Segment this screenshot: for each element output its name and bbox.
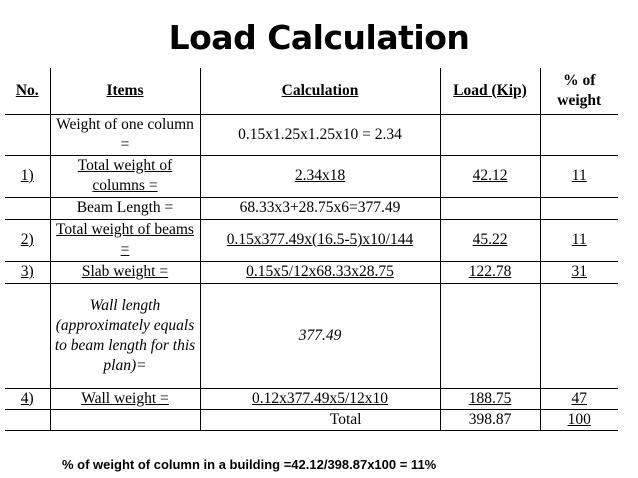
row-load: 45.22 — [440, 219, 540, 261]
total-row — [5, 409, 618, 430]
row-percent — [540, 283, 618, 388]
row-no: 3) — [5, 261, 50, 283]
header-no: No. — [5, 68, 50, 114]
row-percent: 31 — [540, 261, 618, 283]
total-percent: 100 — [540, 409, 618, 430]
row-no: 2) — [5, 219, 50, 261]
row-item: Weight of one column = — [50, 114, 200, 155]
row-calc: 0.12x377.49x5/12x10 — [200, 388, 440, 409]
table-row — [5, 261, 618, 283]
table-row — [5, 283, 618, 388]
row-calc: 0.15x5/12x68.33x28.75 — [200, 261, 440, 283]
table-row — [5, 388, 618, 409]
row-load: 188.75 — [440, 388, 540, 409]
row-load: 42.12 — [440, 155, 540, 197]
header-calculation: Calculation — [200, 68, 440, 114]
row-no — [5, 114, 50, 155]
row-no — [5, 197, 50, 219]
row-load: 122.78 — [440, 261, 540, 283]
row-calc: 377.49 — [200, 283, 440, 388]
row-load — [440, 114, 540, 155]
table-row — [5, 219, 618, 261]
footnote: % of weight of column in a building =42.12/398.87x100 = 11% — [62, 457, 437, 472]
row-item: Wall length (approximately equals to beam length for this plan)= — [50, 283, 200, 388]
row-item: Beam Length = — [50, 197, 200, 219]
total-no — [5, 409, 50, 430]
row-percent — [540, 197, 618, 219]
table-row — [5, 155, 618, 197]
row-item: Total weight of columns = — [50, 155, 200, 197]
row-percent — [540, 114, 618, 155]
row-percent: 11 — [540, 219, 618, 261]
row-load — [440, 283, 540, 388]
row-no — [5, 283, 50, 388]
header-items: Items — [50, 68, 200, 114]
header-percent: % of weight — [540, 68, 618, 114]
total-load: 398.87 — [440, 409, 540, 430]
row-calc: 2.34x18 — [200, 155, 440, 197]
header-load: Load (Kip) — [440, 68, 540, 114]
row-load — [440, 197, 540, 219]
row-calc: 0.15x1.25x1.25x10 = 2.34 — [200, 114, 440, 155]
row-percent: 47 — [540, 388, 618, 409]
row-no: 1) — [5, 155, 50, 197]
row-item: Total weight of beams = — [50, 219, 200, 261]
load-calculation-table — [5, 68, 618, 431]
row-no: 4) — [5, 388, 50, 409]
row-calc: 0.15x377.49x(16.5-5)x10/144 — [200, 219, 440, 261]
row-item: Slab weight = — [50, 261, 200, 283]
page-title: Load Calculation — [168, 18, 470, 57]
table-row — [5, 114, 618, 155]
row-calc: 68.33x3+28.75x6=377.49 — [200, 197, 440, 219]
row-item: Wall weight = — [50, 388, 200, 409]
header-row — [5, 68, 618, 114]
row-percent: 11 — [540, 155, 618, 197]
table-row — [5, 197, 618, 219]
total-item — [50, 409, 200, 430]
total-label: Total — [200, 409, 440, 430]
